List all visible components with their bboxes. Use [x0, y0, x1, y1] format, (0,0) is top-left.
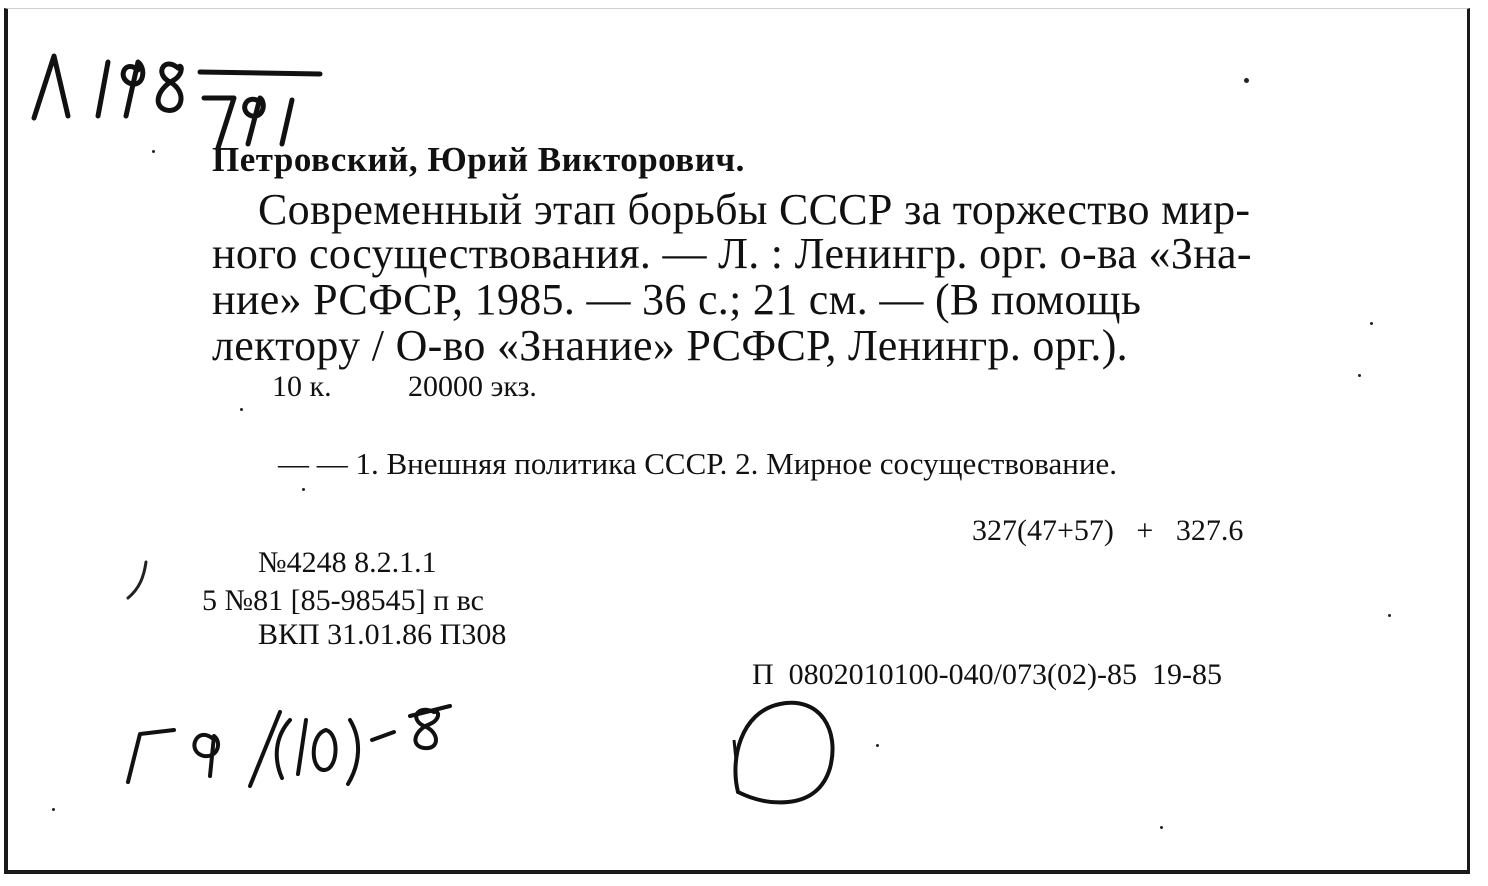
speck — [152, 150, 155, 153]
speck — [302, 488, 305, 491]
speck — [1244, 78, 1249, 83]
card-classification: 327(47+57) + 327.6 — [972, 514, 1244, 547]
pencil-tick-mark — [118, 556, 158, 606]
speck — [876, 744, 879, 747]
description-line-1: Современный этап борьбы СССР за торжество мир- — [258, 185, 1251, 234]
handwritten-shelf-mark — [110, 690, 490, 800]
description-line-4: лектору / О-во «Знание» РСФСР, Ленингр. орг.). — [212, 321, 1128, 370]
speck — [1358, 374, 1361, 377]
description-line-2: ного сосуществования. — Л. : Ленингр. орг. о-ва «Зна- — [212, 229, 1252, 278]
card-author: Петровский, Юрий Викторович. — [212, 140, 745, 179]
description-line-3: ние» РСФСР, 1985. — 36 с.; 21 см. — (В помощь — [212, 275, 1142, 324]
punch-hole-mark — [720, 690, 860, 820]
card-order-number: №4248 8.2.1.1 — [258, 546, 437, 579]
speck — [240, 408, 243, 411]
card-price: 10 к. — [272, 370, 332, 403]
speck — [52, 808, 55, 811]
speck — [1388, 614, 1391, 617]
card-registry: 5 №81 [85-98545] п вс — [202, 584, 484, 617]
speck — [1160, 826, 1163, 829]
speck — [1370, 322, 1373, 325]
card-print-run: 20000 экз. — [408, 370, 537, 403]
card-index-code: П 0802010100-040/073(02)-85 19-85 — [752, 658, 1222, 691]
card-subjects: — — 1. Внешняя политика СССР. 2. Мирное сосуществование. — [278, 446, 1117, 481]
card-vkp: ВКП 31.01.86 П308 — [258, 618, 507, 651]
